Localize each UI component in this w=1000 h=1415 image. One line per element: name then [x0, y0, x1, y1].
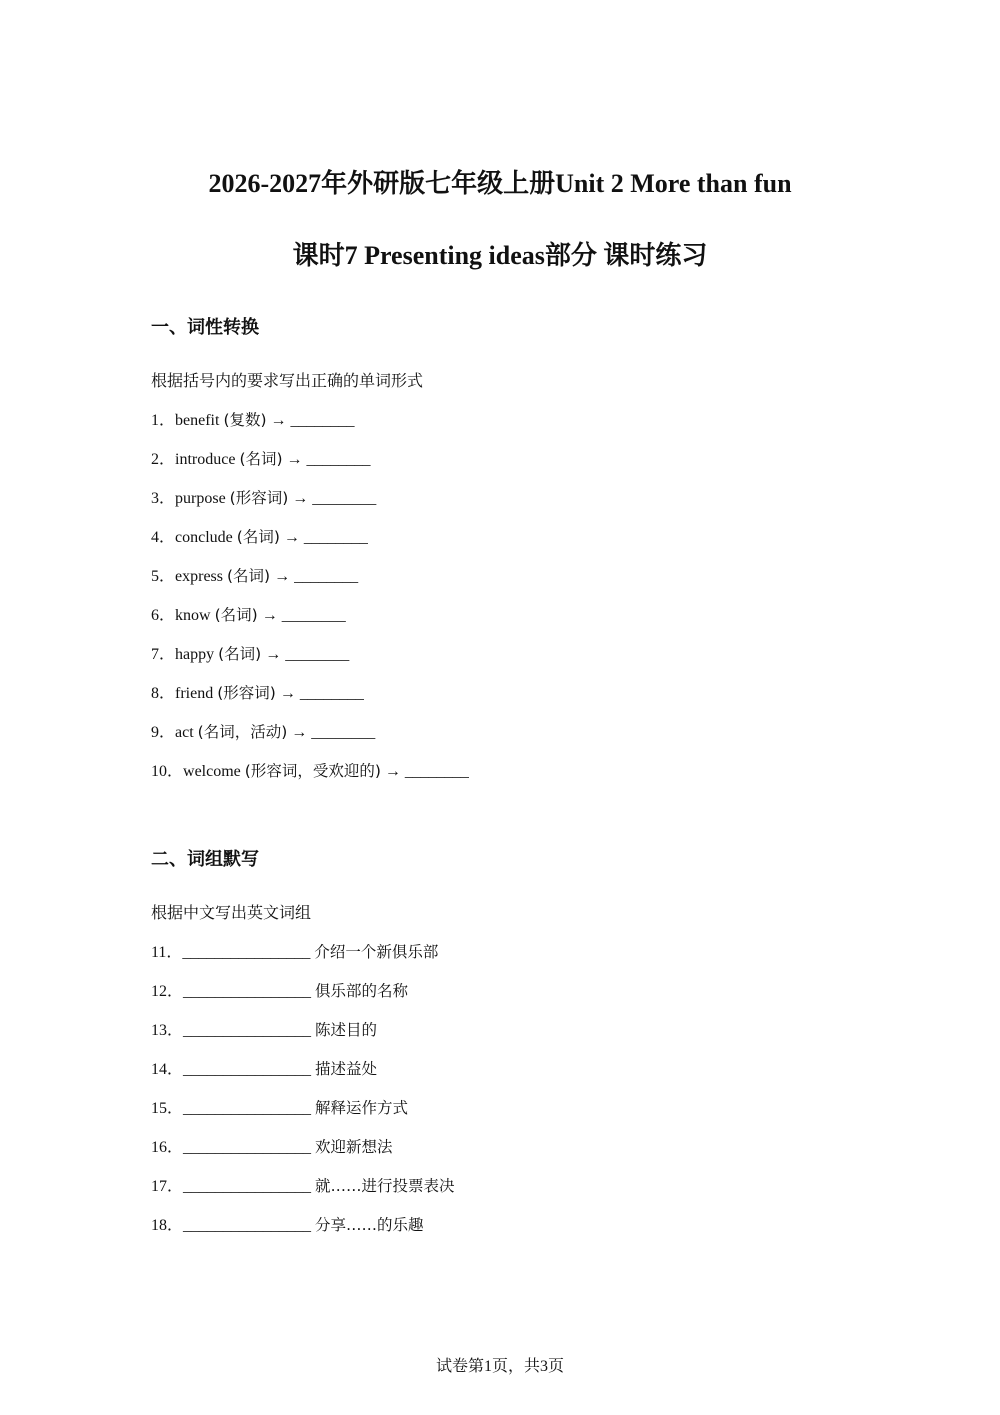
answer-blank[interactable]: ________ [294, 568, 359, 585]
phrase-item [151, 980, 408, 1003]
exercise-item [151, 604, 346, 627]
arrow-icon: → [384, 763, 401, 780]
item-number: 2． [151, 451, 176, 468]
page-footer: 试卷第1页，共3页 [435, 1358, 564, 1375]
answer-blank[interactable]: ________ [312, 490, 377, 507]
item-hint: (形容词，受欢迎的) [244, 762, 381, 780]
exercise-item [151, 682, 364, 705]
answer-blank[interactable]: ________ [306, 451, 371, 468]
phrase-item [151, 1175, 455, 1198]
answer-blank[interactable]: ________________ [183, 1022, 312, 1039]
exercise-item [151, 760, 469, 783]
item-number: 14． [151, 1061, 184, 1078]
item-hint: (名词) [239, 450, 283, 468]
exercise-item [151, 721, 375, 744]
item-word: welcome [183, 763, 241, 780]
item-word: conclude [175, 529, 233, 546]
phrase-item [151, 1019, 377, 1042]
item-number: 11． [151, 944, 183, 961]
item-word: introduce [175, 451, 236, 468]
item-hint: (名词) [236, 528, 280, 546]
exercise-item [151, 409, 355, 432]
item-hint: (复数) [223, 411, 267, 429]
item-meaning: 分享……的乐趣 [315, 1216, 424, 1234]
answer-blank[interactable]: ________________ [183, 1217, 312, 1234]
item-hint: (名词) [218, 645, 262, 663]
item-meaning: 陈述目的 [315, 1021, 378, 1039]
answer-blank[interactable]: ________________ [182, 944, 311, 961]
phrase-item [151, 1214, 424, 1237]
section2-heading: 二、词组默写 [151, 849, 259, 870]
arrow-icon: → [292, 490, 309, 507]
item-meaning: 就……进行投票表决 [315, 1177, 455, 1195]
phrase-item [151, 1097, 408, 1120]
answer-blank[interactable]: ________________ [183, 1061, 312, 1078]
item-word: act [175, 724, 194, 741]
arrow-icon: → [270, 412, 287, 429]
item-number: 8． [151, 685, 176, 702]
item-meaning: 俱乐部的名称 [315, 982, 409, 1000]
item-word: friend [175, 685, 214, 702]
item-hint: (名词，活动) [197, 723, 288, 741]
item-meaning: 欢迎新想法 [315, 1138, 393, 1156]
exercise-item [151, 526, 368, 549]
exercise-item [151, 448, 371, 471]
item-number: 3． [151, 490, 176, 507]
item-number: 13． [151, 1022, 184, 1039]
answer-blank[interactable]: ________ [404, 763, 469, 780]
phrase-item [151, 1058, 377, 1081]
answer-blank[interactable]: ________________ [183, 1139, 312, 1156]
arrow-icon: → [261, 607, 278, 624]
item-number: 16． [151, 1139, 184, 1156]
item-meaning: 介绍一个新俱乐部 [314, 943, 439, 961]
phrase-item [151, 941, 438, 964]
item-hint: (名词) [214, 606, 258, 624]
arrow-icon: → [286, 451, 303, 468]
item-word: express [175, 568, 223, 585]
item-word: purpose [175, 490, 226, 507]
answer-blank[interactable]: ________ [281, 607, 346, 624]
item-number: 9． [151, 724, 176, 741]
answer-blank[interactable]: ________ [290, 412, 355, 429]
item-number: 4． [151, 529, 176, 546]
item-number: 10． [151, 763, 184, 780]
answer-blank[interactable]: ________________ [183, 983, 312, 1000]
section2-instruction: 根据中文写出英文词组 [151, 903, 312, 922]
item-word: benefit [175, 412, 220, 429]
item-number: 15． [151, 1100, 184, 1117]
arrow-icon: → [279, 685, 296, 702]
section1-heading: 一、词性转换 [151, 317, 259, 338]
answer-blank[interactable]: ________________ [183, 1178, 312, 1195]
item-number: 18． [151, 1217, 184, 1234]
arrow-icon: → [265, 646, 282, 663]
section1-instruction: 根据括号内的要求写出正确的单词形式 [151, 371, 424, 390]
item-number: 1． [151, 412, 176, 429]
item-number: 5． [151, 568, 176, 585]
exercise-item [151, 565, 358, 588]
item-hint: (形容词) [217, 684, 276, 702]
item-hint: (形容词) [229, 489, 289, 507]
item-number: 7． [151, 646, 176, 663]
arrow-icon: → [291, 724, 308, 741]
item-hint: (名词) [227, 567, 271, 585]
page-title-line1: 2026-2027年外研版七年级上册Unit 2 More than fun [208, 169, 792, 198]
arrow-icon: → [274, 568, 291, 585]
answer-blank[interactable]: ________ [311, 724, 376, 741]
item-word: know [175, 607, 211, 624]
page-title-line2: 课时7 Presenting ideas部分 课时练习 [292, 241, 708, 270]
arrow-icon: → [283, 529, 300, 546]
item-number: 6． [151, 607, 176, 624]
item-meaning: 描述益处 [315, 1060, 378, 1078]
item-number: 17． [151, 1178, 184, 1195]
answer-blank[interactable]: ________ [285, 646, 350, 663]
answer-blank[interactable]: ________ [303, 529, 368, 546]
phrase-item [151, 1136, 393, 1159]
answer-blank[interactable]: ________ [299, 685, 364, 702]
exercise-item [151, 643, 349, 666]
answer-blank[interactable]: ________________ [183, 1100, 312, 1117]
item-meaning: 解释运作方式 [315, 1099, 409, 1117]
item-word: happy [175, 646, 215, 663]
item-number: 12． [151, 983, 184, 1000]
exercise-item [151, 487, 376, 510]
